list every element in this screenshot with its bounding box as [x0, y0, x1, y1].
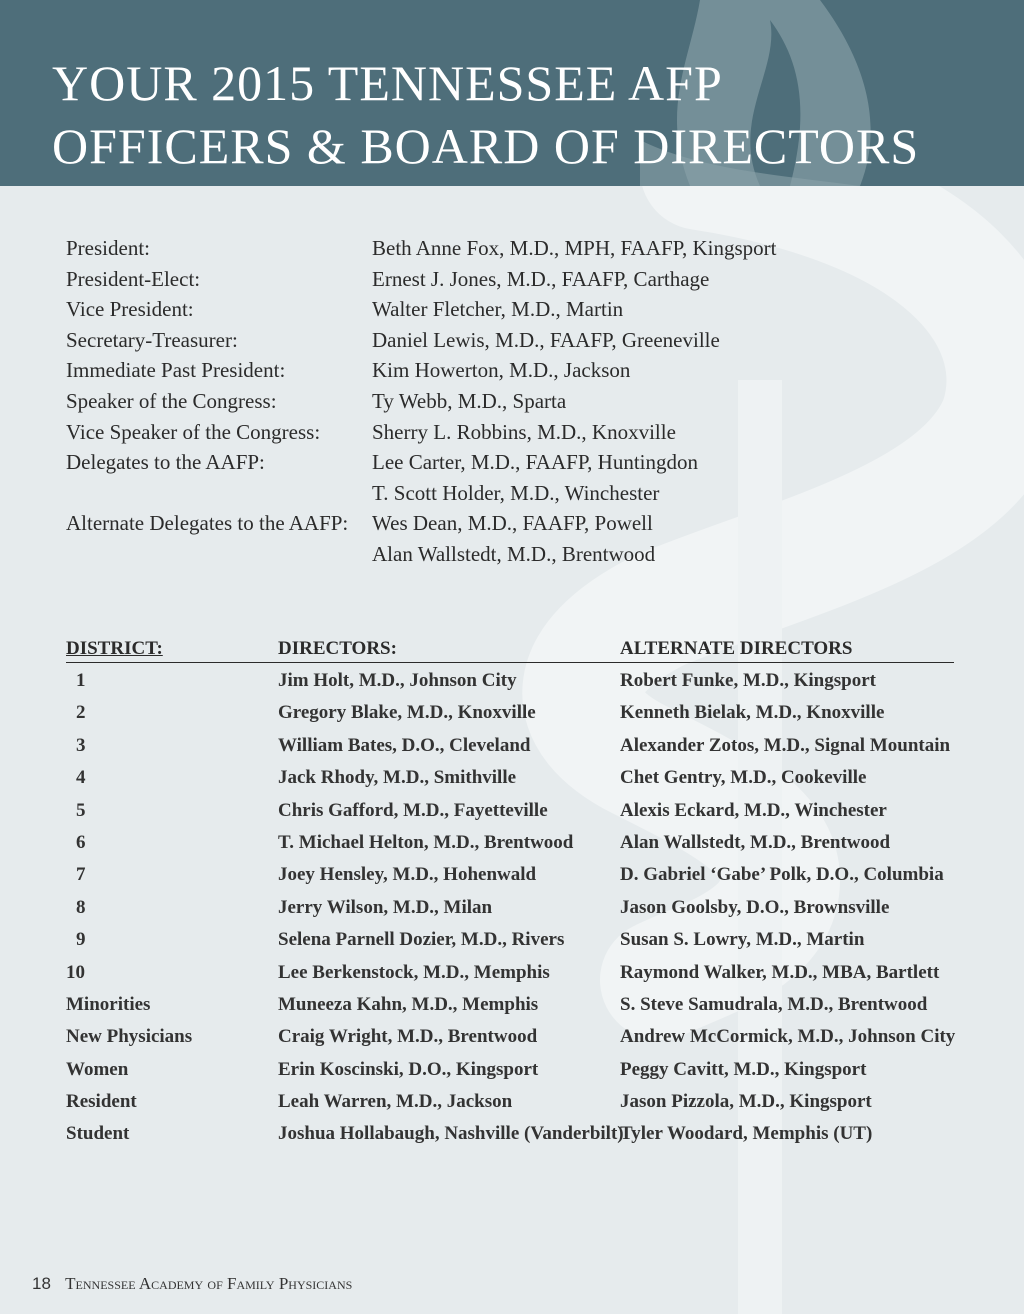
officer-role: Immediate Past President: [66, 358, 286, 383]
title-line-2: OFFICERS & BOARD OF DIRECTORS [52, 118, 920, 174]
district-cell: Resident [66, 1091, 137, 1113]
alternate-director-cell: D. Gabriel ‘Gabe’ Polk, D.O., Columbia [620, 864, 944, 886]
alternate-director-cell: Andrew McCormick, M.D., Johnson City [620, 1026, 956, 1048]
district-cell: 6 [76, 831, 86, 853]
officer-name: Kim Howerton, M.D., Jackson [372, 358, 631, 383]
alternate-director-cell: Peggy Cavitt, M.D., Kingsport [620, 1058, 867, 1080]
table-row [66, 897, 954, 929]
table-row [66, 735, 954, 767]
organization-name: Tennessee Academy of Family Physicians [65, 1274, 353, 1293]
alternate-director-cell: Alexis Eckard, M.D., Winchester [620, 799, 887, 821]
alternate-director-cell: Alexander Zotos, M.D., Signal Mountain [620, 734, 951, 756]
officer-name: Ernest J. Jones, M.D., FAAFP, Carthage [372, 266, 710, 291]
district-cell: Minorities [66, 993, 151, 1015]
table-row [66, 702, 954, 734]
director-cell: Craig Wright, M.D., Brentwood [278, 1026, 538, 1048]
district-cell: 5 [76, 799, 86, 821]
table-row [66, 1059, 954, 1091]
district-cell: 8 [76, 896, 86, 918]
officer-name: T. Scott Holder, M.D., Winchester [372, 480, 660, 505]
table-row [66, 670, 954, 702]
director-cell: Leah Warren, M.D., Jackson [278, 1091, 513, 1113]
officer-name: Wes Dean, M.D., FAAFP, Powell [372, 511, 653, 536]
district-cell: Women [66, 1058, 129, 1080]
table-header-row [66, 638, 954, 663]
alternate-director-cell: Susan S. Lowry, M.D., Martin [620, 929, 865, 951]
table-body [66, 670, 954, 1156]
table-row [66, 800, 954, 832]
column-header-district: DISTRICT: [66, 638, 163, 659]
alternate-director-cell: Chet Gentry, M.D., Cookeville [620, 767, 867, 789]
district-cell: 1 [76, 670, 86, 691]
district-cell: Student [66, 1123, 130, 1145]
alternate-director-cell: Alan Wallstedt, M.D., Brentwood [620, 831, 891, 853]
director-cell: Gregory Blake, M.D., Knoxville [278, 702, 536, 724]
district-cell: 4 [76, 767, 86, 789]
officer-role: Vice Speaker of the Congress: [66, 419, 321, 444]
table-row [66, 929, 954, 961]
officer-name: Alan Wallstedt, M.D., Brentwood [372, 541, 656, 566]
district-cell: 2 [76, 702, 86, 724]
alternate-director-cell: Robert Funke, M.D., Kingsport [620, 670, 876, 691]
director-cell: Lee Berkenstock, M.D., Memphis [278, 961, 550, 983]
alternate-director-cell: Tyler Woodard, Memphis (UT) [620, 1123, 873, 1145]
table-row [66, 1123, 954, 1155]
officer-role: Speaker of the Congress: [66, 388, 277, 413]
column-header-alternate-directors: ALTERNATE DIRECTORS [620, 638, 853, 659]
officer-role: Vice President: [66, 297, 194, 322]
page-footer [32, 1274, 352, 1294]
officer-role: President: [66, 236, 150, 260]
table-row [66, 1026, 954, 1058]
district-cell: New Physicians [66, 1026, 193, 1048]
director-cell: Jim Holt, M.D., Johnson City [278, 670, 517, 691]
officer-role: Delegates to the AAFP: [66, 450, 265, 475]
district-cell: 10 [66, 961, 85, 983]
alternate-director-cell: Raymond Walker, M.D., MBA, Bartlett [620, 961, 940, 983]
director-cell: Jerry Wilson, M.D., Milan [278, 896, 493, 918]
alternate-director-cell: Kenneth Bielak, M.D., Knoxville [620, 702, 885, 724]
alternate-director-cell: S. Steve Samudrala, M.D., Brentwood [620, 993, 928, 1015]
officer-role: Secretary-Treasurer: [66, 327, 238, 352]
director-cell: Muneeza Kahn, M.D., Memphis [278, 993, 539, 1015]
officer-name: Walter Fletcher, M.D., Martin [372, 297, 624, 322]
alternate-director-cell: Jason Goolsby, D.O., Brownsville [620, 896, 890, 918]
director-cell: Joshua Hollabaugh, Nashville (Vanderbilt) [278, 1123, 624, 1145]
table-row [66, 1091, 954, 1123]
director-cell: Selena Parnell Dozier, M.D., Rivers [278, 929, 565, 951]
officer-role: Alternate Delegates to the AAFP: [66, 511, 349, 536]
column-header-directors: DIRECTORS: [278, 638, 397, 659]
officer-name: Daniel Lewis, M.D., FAAFP, Greeneville [372, 327, 720, 352]
director-cell: Jack Rhody, M.D., Smithville [278, 767, 517, 789]
board-of-directors-table [66, 638, 954, 1156]
officer-role: President-Elect: [66, 266, 201, 291]
table-row [66, 864, 954, 896]
alternate-director-cell: Jason Pizzola, M.D., Kingsport [620, 1091, 872, 1113]
page-number: 18 [32, 1274, 51, 1293]
district-cell: 3 [76, 734, 86, 756]
director-cell: Erin Koscinski, D.O., Kingsport [278, 1058, 539, 1080]
title-line-1: YOUR 2015 TENNESSEE AFP [52, 55, 723, 111]
district-cell: 7 [76, 864, 86, 886]
table-row [66, 767, 954, 799]
director-cell: William Bates, D.O., Cleveland [278, 734, 531, 756]
director-cell: Joey Hensley, M.D., Hohenwald [278, 864, 537, 886]
officer-name: Ty Webb, M.D., Sparta [372, 388, 567, 413]
director-cell: T. Michael Helton, M.D., Brentwood [278, 831, 574, 853]
page-title [52, 52, 919, 178]
officer-name: Sherry L. Robbins, M.D., Knoxville [372, 419, 676, 444]
officer-name: Beth Anne Fox, M.D., MPH, FAAFP, Kingsport [372, 236, 777, 260]
officer-name: Lee Carter, M.D., FAAFP, Huntingdon [372, 450, 699, 475]
table-row [66, 962, 954, 994]
table-row [66, 832, 954, 864]
table-row [66, 994, 954, 1026]
director-cell: Chris Gafford, M.D., Fayetteville [278, 799, 548, 821]
district-cell: 9 [76, 929, 86, 951]
